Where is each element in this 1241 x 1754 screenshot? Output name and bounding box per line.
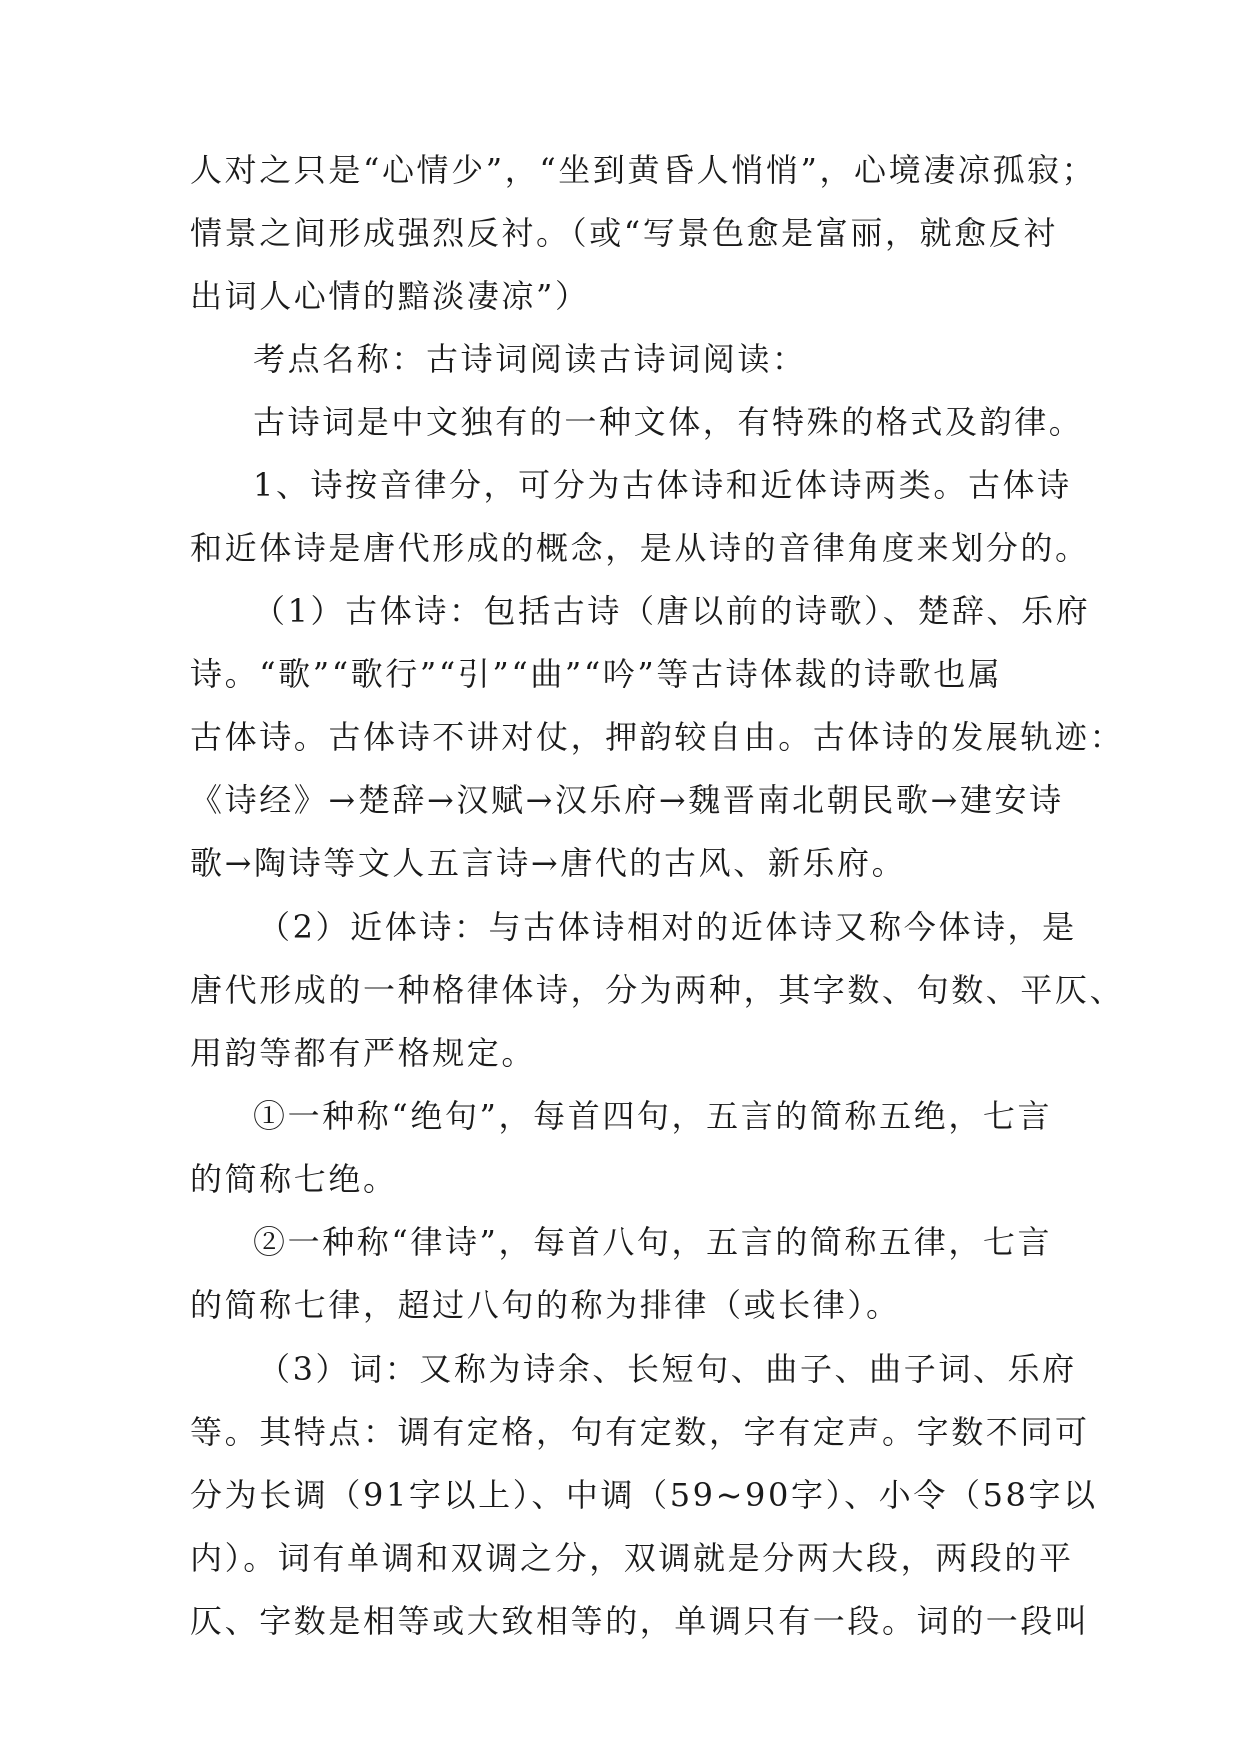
paragraph-text: 和近体诗是唐代形成的概念，是从诗的音律角度来划分的。 (190, 529, 1090, 567)
text-line-7 (0, 518, 1241, 578)
paragraph-text: 诗。“歌”“歌行”“引”“曲”“吟”等古诗体裁的诗歌也属 (190, 655, 1003, 693)
text-line-13 (0, 897, 1241, 957)
text-line-23 (0, 1528, 1241, 1588)
text-line-11 (0, 770, 1241, 830)
text-line-24 (0, 1591, 1241, 1651)
paragraph-text: 《诗经》→楚辞→汉赋→汉乐府→魏晋南北朝民歌→建安诗 (190, 781, 1064, 819)
text-line-12 (0, 833, 1241, 893)
paragraph-text: （3）词：又称为诗余、长短句、曲子、曲子词、乐府 (258, 1350, 1077, 1388)
text-line-16 (0, 1086, 1241, 1146)
text-line-3 (0, 266, 1241, 326)
paragraph-text: 的简称七绝。 (190, 1160, 398, 1198)
paragraph-text: ①一种称“绝句”，每首四句，五言的简称五绝，七言 (253, 1097, 1053, 1135)
paragraph-text: 人对之只是“心情少”，“坐到黄昏人悄悄”，心境凄凉孤寂； (190, 151, 1097, 189)
text-line-1 (0, 140, 1241, 200)
paragraph-text: （1）古体诗：包括古诗（唐以前的诗歌）、楚辞、乐府 (253, 592, 1091, 630)
text-line-2 (0, 203, 1241, 263)
text-line-22 (0, 1465, 1241, 1525)
text-line-8 (0, 581, 1241, 641)
text-line-9 (0, 644, 1241, 704)
text-line-21 (0, 1402, 1241, 1462)
paragraph-text: 1、诗按音律分，可分为古体诗和近体诗两类。古体诗 (253, 466, 1072, 504)
paragraph-text: 古体诗。古体诗不讲对仗，押韵较自由。古体诗的发展轨迹： (190, 718, 1125, 756)
paragraph-text: 等。其特点：调有定格，句有定数，字有定声。字数不同可 (190, 1413, 1090, 1451)
paragraph-text: 歌→陶诗等文人五言诗→唐代的古风、新乐府。 (190, 844, 907, 882)
section-heading: 考点名称：古诗词阅读古诗词阅读： (253, 340, 807, 378)
paragraph-text: （2）近体诗：与古体诗相对的近体诗又称今体诗，是 (258, 908, 1077, 946)
paragraph-text: 情景之间形成强烈反衬。（或“写景色愈是富丽，就愈反衬 (190, 214, 1058, 252)
paragraph-text: 出词人心情的黯淡凄凉”） (190, 277, 590, 315)
paragraph-text: 仄、字数是相等或大致相等的，单调只有一段。词的一段叫 (190, 1602, 1090, 1640)
paragraph-text: 唐代形成的一种格律体诗，分为两种，其字数、句数、平仄、 (190, 971, 1125, 1009)
paragraph-text: 内）。词有单调和双调之分，双调就是分两大段，两段的平 (190, 1539, 1074, 1577)
text-line-10 (0, 707, 1241, 767)
text-line-19 (0, 1275, 1241, 1335)
paragraph-text: 分为长调（91字以上）、中调（59~90字）、小令（58字以 (190, 1476, 1098, 1514)
text-line-15 (0, 1023, 1241, 1083)
text-line-20 (0, 1339, 1241, 1399)
text-line-6 (0, 455, 1241, 515)
paragraph-text: 古诗词是中文独有的一种文体，有特殊的格式及韵律。 (253, 403, 1084, 441)
paragraph-text: 用韵等都有严格规定。 (190, 1034, 537, 1072)
text-line-18 (0, 1212, 1241, 1272)
text-line-5 (0, 392, 1241, 452)
paragraph-text: 的简称七律，超过八句的称为排律（或长律）。 (190, 1286, 901, 1324)
paragraph-text: ②一种称“律诗”，每首八句，五言的简称五律，七言 (253, 1223, 1053, 1261)
text-line-14 (0, 960, 1241, 1020)
text-line-4 (0, 329, 1241, 389)
text-line-17 (0, 1149, 1241, 1209)
